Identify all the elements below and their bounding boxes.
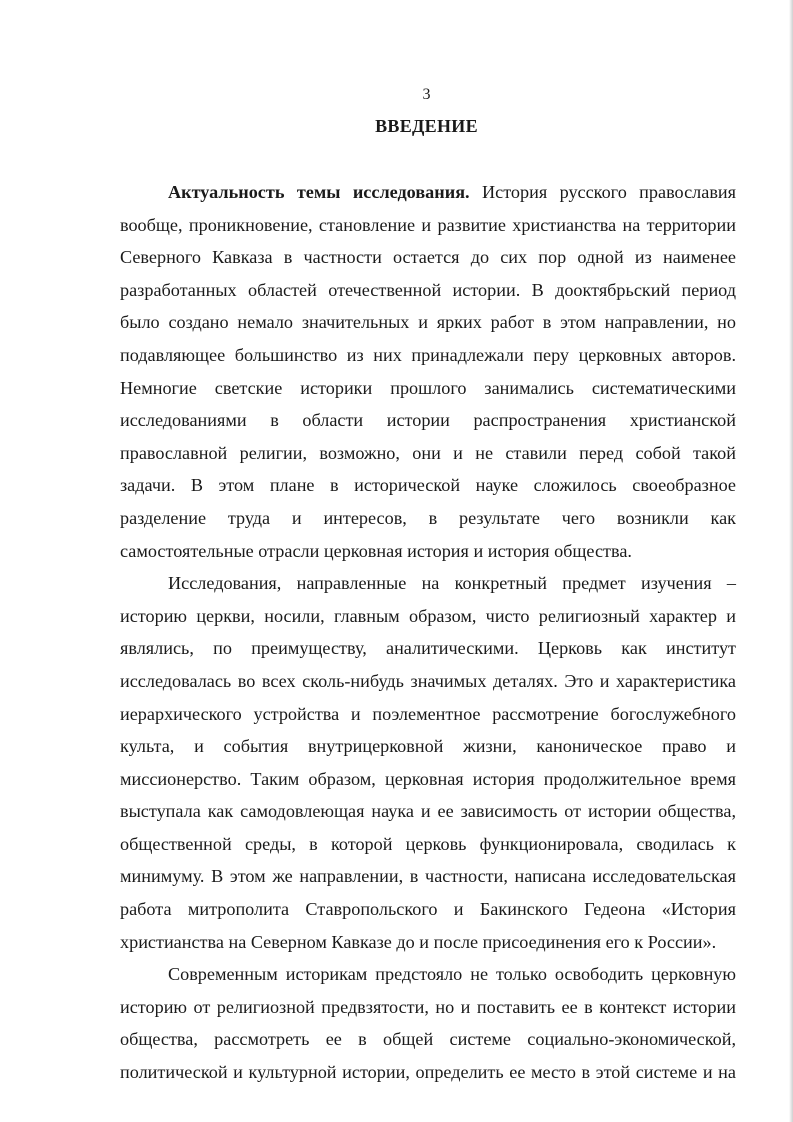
text-line: выступала как самодовлеющая наука и ее зависимость от истории общества,: [120, 801, 736, 822]
text-line: историю от религиозной предвзятости, но и поставить ее в контекст истории: [120, 996, 736, 1017]
text-line: было создано немало значительных и ярких работ в этом направлении, но: [120, 312, 736, 333]
text-line: историю церкви, носили, главным образом, чисто религиозный характер и: [120, 605, 736, 626]
text-line: работа митрополита Ставропольского и Бакинского Гедеона «История: [120, 899, 736, 920]
text-line: задачи. В этом плане в исторической науке сложилось своеобразное: [120, 475, 736, 496]
text-line: самостоятельные отрасли церковная история и история общества.: [120, 540, 632, 561]
text-line: Актуальность темы исследования. История русского православия: [168, 182, 737, 202]
text-line: общественной среды, в которой церковь функционировала, сводилась к: [120, 833, 736, 854]
text-line: православной религии, возможно, они и не ставили перед собой такой: [120, 442, 736, 463]
text-line: Северного Кавказа в частности остается до сих пор одной из наименее: [120, 247, 736, 268]
text-line: христианства на Северном Кавказе до и после присоединения его к России».: [120, 931, 717, 952]
text-line: общества, рассмотреть ее в общей системе социально-экономической,: [120, 1029, 736, 1050]
text-line: миссионерство. Таким образом, церковная история продолжительное время: [120, 768, 736, 789]
text-line: являлись, по преимуществу, аналитическими. Церковь как институт: [120, 638, 736, 659]
topic-relevance-label: Актуальность темы исследования.: [168, 182, 470, 202]
text-line: иерархического устройства и поэлементное рассмотрение богослужебного: [120, 703, 736, 724]
text-line: разделение труда и интересов, в результате чего возникли как: [120, 507, 736, 528]
text-line: Немногие светские историки прошлого занимались систематическими: [120, 377, 736, 398]
text-line: вообще, проникновение, становление и развитие христианства на территории: [120, 214, 736, 235]
text-line: подавляющее большинство из них принадлежали перу церковных авторов.: [120, 344, 736, 365]
text-line: исследовалась во всех сколь-нибудь значимых деталях. Это и характеристика: [120, 670, 736, 691]
text-line: разработанных областей отечественной истории. В доoктябрьский период: [120, 279, 736, 300]
body-text: [120, 176, 736, 1089]
text-line: Исследования, направленные на конкретный предмет изучения –: [168, 573, 736, 594]
section-heading: ВВЕДЕНИЕ: [375, 116, 478, 136]
text-line: политической и культурной истории, определить ее место в этой системе и на: [120, 1062, 736, 1083]
scan-edge-shadow: [789, 0, 793, 1122]
text-line: минимуму. В этом же направлении, в частности, написана исследовательская: [120, 866, 736, 887]
text-line: исследованиями в области истории распространения христианской: [120, 410, 736, 431]
text-line: культа, и события внутрицерковной жизни, каноническое право и: [120, 736, 736, 757]
text-line: Современным историкам предстояло не только освободить церковную: [168, 964, 736, 985]
page-number: 3: [422, 86, 431, 103]
